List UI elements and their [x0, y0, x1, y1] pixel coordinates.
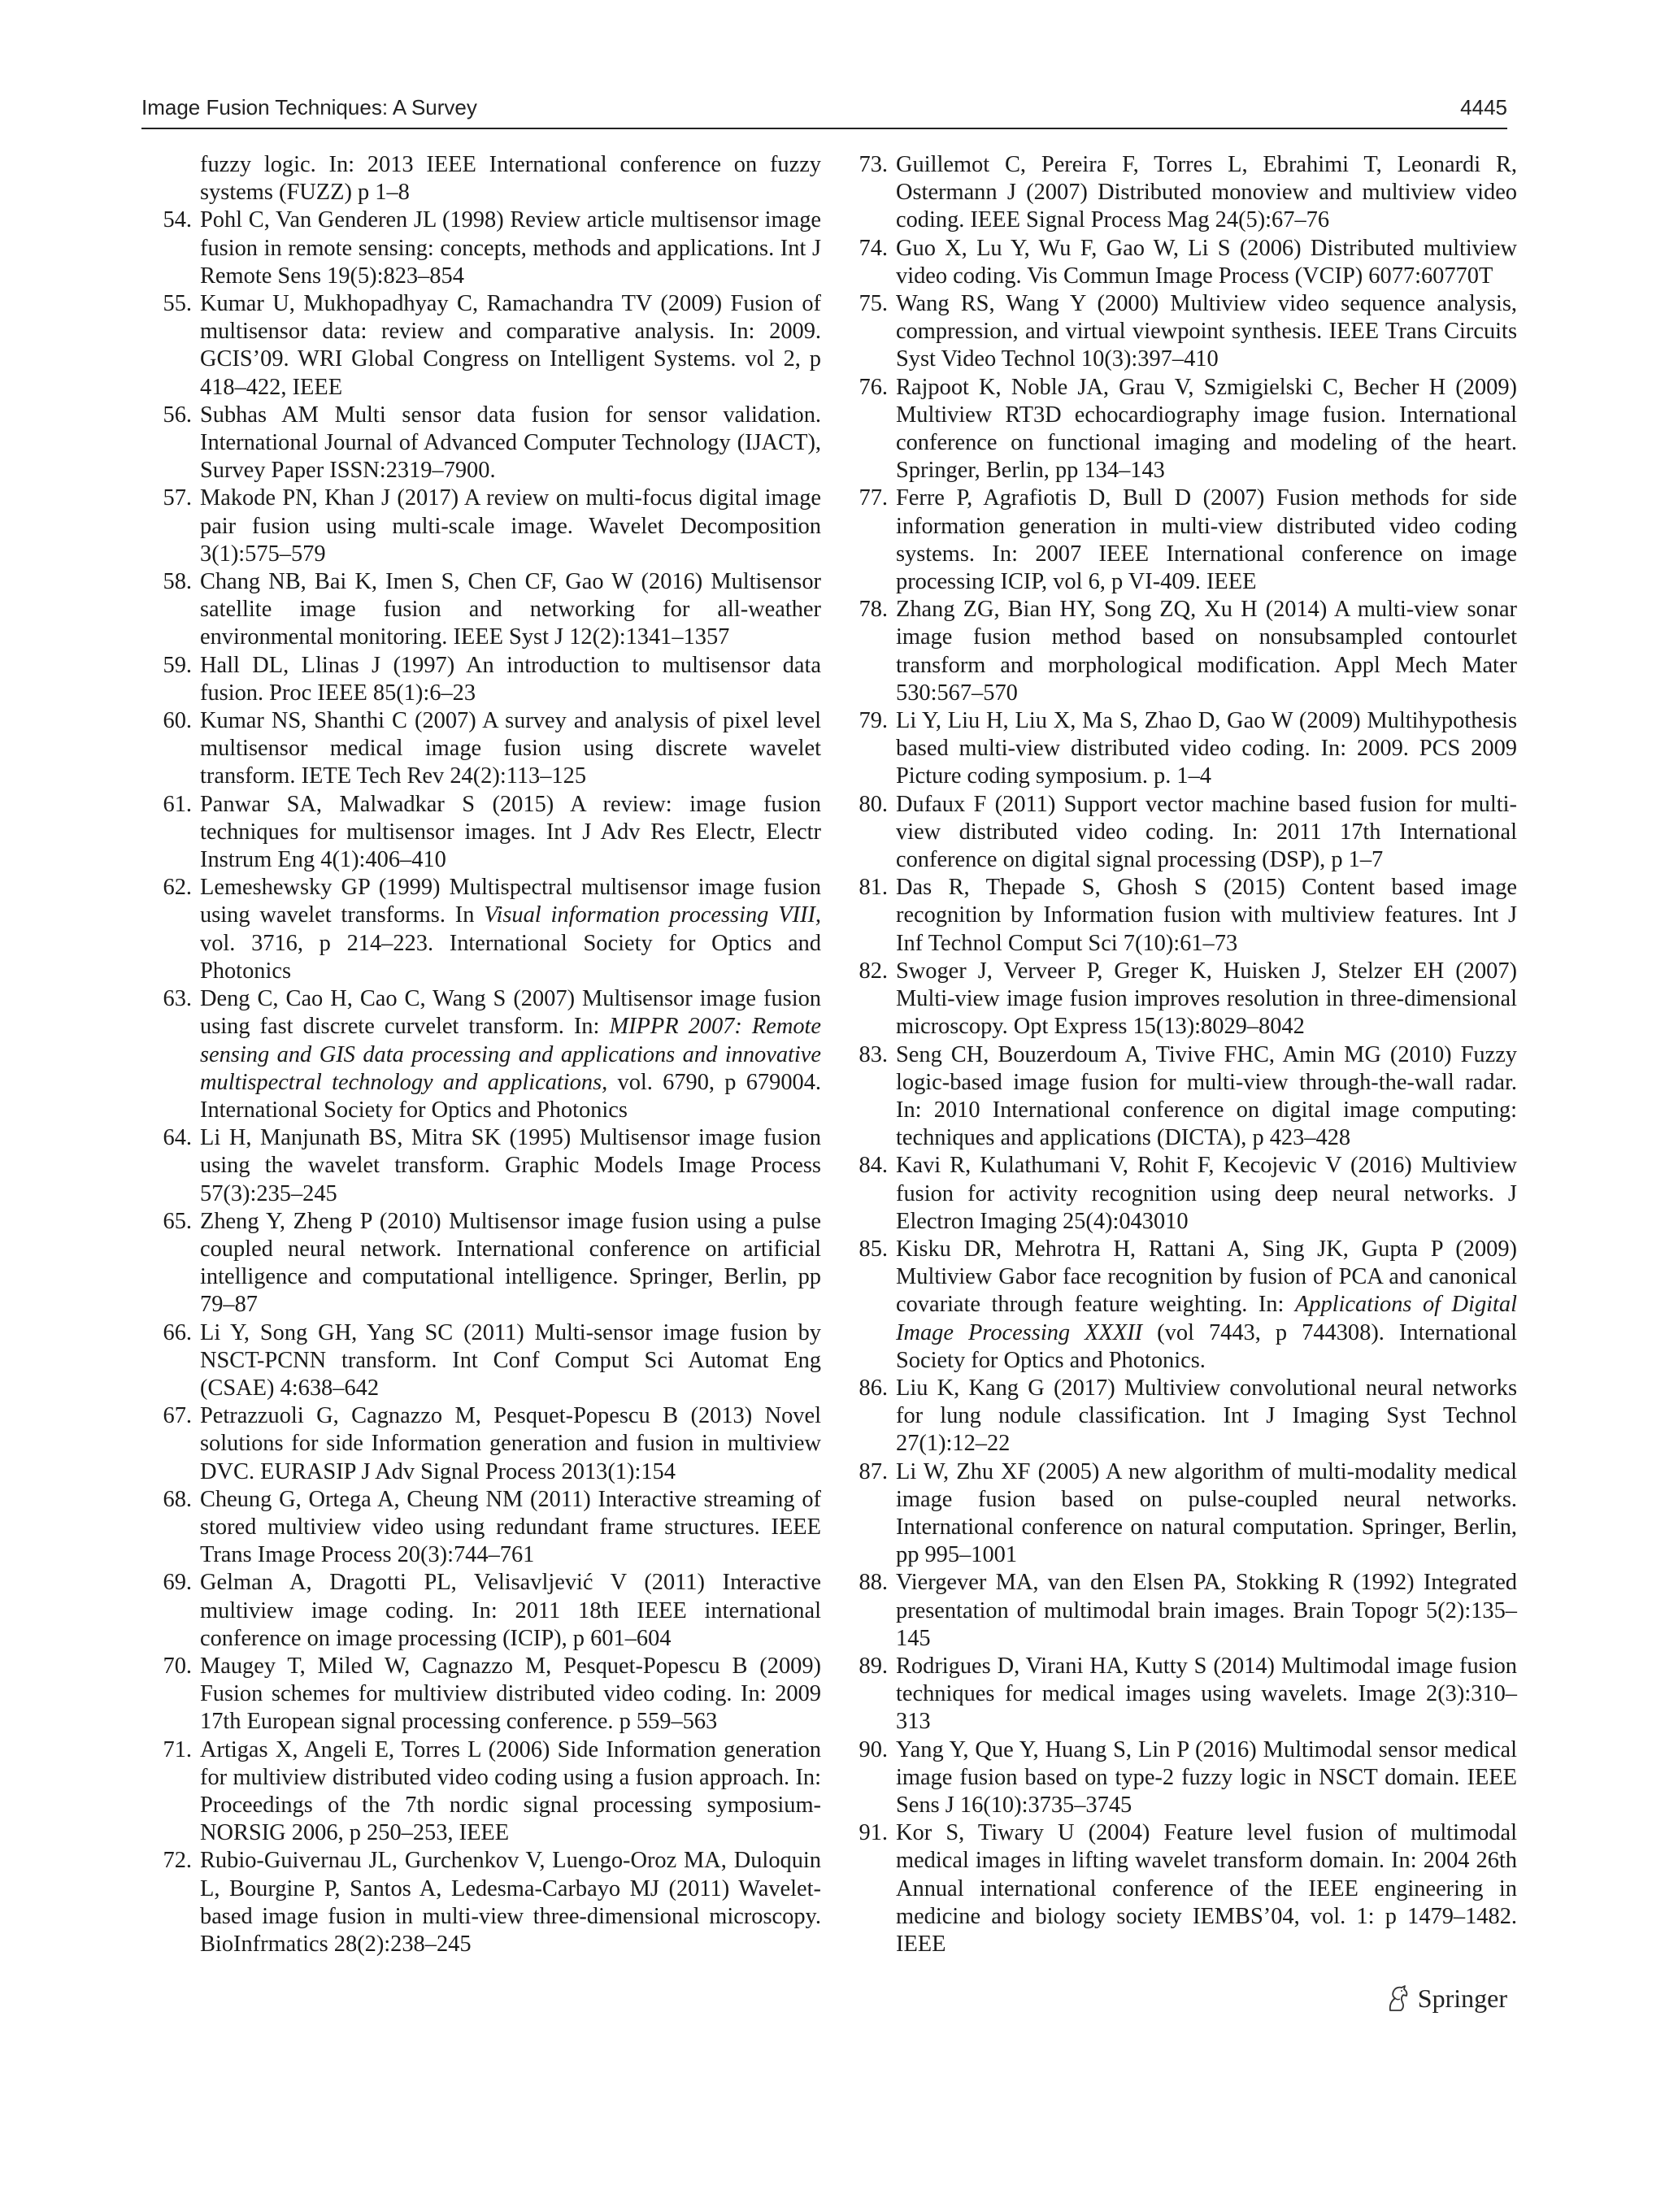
reference-number: 89. [859, 1653, 888, 1679]
reference-number: 64. [163, 1125, 192, 1151]
reference-text: Rajpoot K, Noble JA, Grau V, Szmigielski C, Becher H (2009) Multiview RT3D echocardiography image fusion. International conference on functional imaging and modeling of the heart. Springer, Berlin, pp 134–143 [896, 374, 1517, 484]
reference-text: Li Y, Song GH, Yang SC (2011) Multi-sensor image fusion by NSCT-PCNN transform. Int Conf Comput Sci Automat Eng (CSAE) 4:638–642 [200, 1319, 821, 1401]
reference-source-title: Applications of Digital Image Processing XXXII [896, 1292, 1518, 1345]
reference-text-part: Deng C, Cao H, Cao C, Wang S (2007) Multisensor image fusion using fast discrete curvelet transform. In: [200, 986, 821, 1040]
reference-number: 90. [859, 1736, 888, 1762]
reference-item [163, 1208, 821, 1319]
reference-item [859, 151, 1517, 235]
reference-item [163, 402, 821, 485]
reference-item [163, 985, 821, 1124]
reference-text: Kumar U, Mukhopadhyay C, Ramachandra TV (2009) Fusion of multisensor data: review and comparative analysis. In: 2009. GCIS’09. WRI Global Congress on Intelligent Systems. vol 2, p 418–422, IEEE [200, 291, 821, 400]
reference-item [859, 1819, 1517, 1958]
reference-item [163, 1319, 821, 1403]
header-rule [141, 128, 1507, 129]
reference-item [163, 1736, 821, 1848]
reference-text: Cheung G, Ortega A, Cheung NM (2011) Interactive streaming of stored multiview video using redundant frame structures. IEEE Trans Image Process 20(3):744–761 [200, 1486, 821, 1568]
reference-item [163, 1569, 821, 1653]
reference-text: Chang NB, Bai K, Imen S, Chen CF, Gao W (2016) Multisensor satellite image fusion and networking for all-weather environmental monitoring. IEEE Syst J 12(2):1341–1357 [200, 569, 821, 650]
reference-number: 58. [163, 569, 192, 595]
reference-text: Guo X, Lu Y, Wu F, Gao W, Li S (2006) Distributed multiview video coding. Vis Commun Image Process (VCIP) 6077:60770T [896, 235, 1517, 289]
reference-text-part: vol. 6790, p 679004. International Society for Optics and Photonics [200, 1069, 821, 1123]
reference-item [859, 485, 1517, 596]
reference-item [163, 1402, 821, 1486]
reference-number: 61. [163, 791, 192, 817]
reference-item [859, 1236, 1517, 1375]
page-number: 4445 [1460, 95, 1507, 120]
reference-item [859, 235, 1517, 290]
reference-source-title: Visual information processing VIII, [484, 902, 821, 928]
reference-number: 66. [163, 1319, 192, 1345]
running-head [141, 88, 1507, 120]
reference-item [163, 206, 821, 290]
reference-item [163, 290, 821, 402]
reference-text-part: vol. 3716, p 214–223. International Society for Optics and Photonics [200, 930, 821, 984]
references-left-column [163, 151, 821, 1958]
reference-item [163, 791, 821, 875]
reference-item [859, 374, 1517, 485]
reference-text: Swoger J, Verveer P, Greger K, Huisken J, Stelzer EH (2007) Multi-view image fusion improves resolution in three-dimensional microscopy. Opt Express 15(13):8029–8042 [896, 958, 1517, 1040]
reference-text: Panwar SA, Malwadkar S (2015) A review: image fusion techniques for multisensor images. Int J Adv Res Electr, Electr Instrum Eng 4(1):406–410 [200, 791, 821, 873]
reference-text: Maugey T, Miled W, Cagnazzo M, Pesquet-Popescu B (2009) Fusion schemes for multiview distributed video coding. In: 2009 17th European signal processing conference. p 559–563 [200, 1653, 821, 1735]
reference-number: 69. [163, 1570, 192, 1596]
reference-item [163, 485, 821, 568]
publisher-name: Springer [1417, 1984, 1507, 2013]
reference-text: Dufaux F (2011) Support vector machine based fusion for multi-view distributed video coding. In: 2011 17th International conference on digital signal processing (DSP), p 1–7 [896, 791, 1517, 873]
reference-number: 54. [163, 207, 192, 233]
reference-text: Yang Y, Que Y, Huang S, Lin P (2016) Multimodal sensor medical image fusion based on type-2 fuzzy logic in NSCT domain. IEEE Sens J 16(10):3735–3745 [896, 1736, 1517, 1818]
reference-item [859, 1458, 1517, 1570]
reference-item [163, 707, 821, 791]
reference-number: 62. [163, 875, 192, 901]
reference-number: 86. [859, 1375, 888, 1401]
reference-text [200, 986, 821, 1123]
reference-item [859, 1041, 1517, 1153]
reference-item [163, 652, 821, 707]
reference-number: 63. [163, 986, 192, 1012]
reference-text: Li H, Manjunath BS, Mitra SK (1995) Multisensor image fusion using the wavelet transform. Graphic Models Image Process 57(3):235–245 [200, 1125, 821, 1206]
reference-number: 73. [859, 152, 888, 177]
reference-number: 59. [163, 652, 192, 678]
reference-text: Kor S, Tiwary U (2004) Feature level fusion of multimodal medical images in lifting wavelet transform domain. In: 2004 26th Annual international conference of the IEEE engineering in medicine and biology society IEMBS’04, vol. 1: p 1479–1482. IEEE [896, 1820, 1517, 1957]
reference-item [163, 568, 821, 652]
reference-number: 70. [163, 1653, 192, 1679]
reference-number: 91. [859, 1820, 888, 1846]
reference-text [896, 1236, 1517, 1373]
springer-horse-icon [1385, 1985, 1410, 2013]
reference-item [859, 596, 1517, 707]
reference-text: Zhang ZG, Bian HY, Song ZQ, Xu H (2014) A multi-view sonar image fusion method based on nonsubsampled contourlet transform and morphological modification. Appl Mech Mater 530:567–570 [896, 597, 1517, 706]
reference-item [163, 1653, 821, 1736]
reference-text: Li W, Zhu XF (2005) A new algorithm of multi-modality medical image fusion based on pulse-coupled neural networks. International conference on natural computation. Springer, Berlin, pp 995–1001 [896, 1458, 1517, 1568]
reference-text: Rubio-Guivernau JL, Gurchenkov V, Luengo-Oroz MA, Duloquin L, Bourgine P, Santos A, Ledesma-Carbayo MJ (2011) Wavelet-based image fusion in multi-view three-dimensional microscopy. BioInfrmatics 28(2):238–245 [200, 1848, 821, 1957]
reference-item [163, 1847, 821, 1958]
reference-text: Rodrigues D, Virani HA, Kutty S (2014) Multimodal image fusion techniques for medical images using wavelets. Image 2(3):310–313 [896, 1653, 1517, 1735]
reference-text [200, 875, 821, 984]
reference-item [859, 1152, 1517, 1236]
reference-number: 56. [163, 402, 192, 428]
reference-item [163, 1486, 821, 1570]
reference-text: Subhas AM Multi sensor data fusion for sensor validation. International Journal of Advanced Computer Technology (IJACT), Survey Paper ISSN:2319–7900. [200, 402, 821, 484]
reference-text: Seng CH, Bouzerdoum A, Tivive FHC, Amin MG (2010) Fuzzy logic-based image fusion for multi-view through-the-wall radar. In: 2010 International conference on digital image computing: techniques and applications (DICTA), p 423–428 [896, 1041, 1517, 1151]
reference-item [859, 1569, 1517, 1653]
reference-text: Liu K, Kang G (2017) Multiview convolutional neural networks for lung nodule classification. Int J Imaging Syst Technol 27(1):12–22 [896, 1375, 1517, 1457]
reference-number: 60. [163, 708, 192, 734]
reference-number: 77. [859, 485, 888, 511]
reference-number: 65. [163, 1208, 192, 1234]
reference-text: Guillemot C, Pereira F, Torres L, Ebrahimi T, Leonardi R, Ostermann J (2007) Distributed monoview and multiview video coding. IEEE Signal Process Mag 24(5):67–76 [896, 152, 1517, 233]
reference-text-part: (vol 7443, p 744308). International Society for Optics and Photonics. [896, 1319, 1517, 1373]
reference-text: Pohl C, Van Genderen JL (1998) Review article multisensor image fusion in remote sensing: concepts, methods and applications. Int J Remote Sens 19(5):823–854 [200, 207, 821, 289]
reference-item [859, 1375, 1517, 1458]
reference-source-title: MIPPR 2007: Remote sensing and GIS data processing and applications and innovative multispectral technology and applications, [200, 1014, 822, 1095]
reference-number: 82. [859, 958, 888, 984]
reference-text: Makode PN, Khan J (2017) A review on multi-focus digital image pair fusion using multi-scale image. Wavelet Decomposition 3(1):575–579 [200, 485, 821, 567]
reference-continuation-text: fuzzy logic. In: 2013 IEEE International conference on fuzzy systems (FUZZ) p 1–8 [200, 152, 821, 206]
reference-number: 71. [163, 1736, 192, 1762]
reference-text: Hall DL, Llinas J (1997) An introduction to multisensor data fusion. Proc IEEE 85(1):6–23 [200, 652, 821, 706]
reference-item [859, 290, 1517, 374]
reference-text: Kumar NS, Shanthi C (2007) A survey and analysis of pixel level multisensor medical image fusion using discrete wavelet transform. IETE Tech Rev 24(2):113–125 [200, 708, 821, 789]
reference-number: 85. [859, 1236, 888, 1262]
reference-number: 55. [163, 291, 192, 317]
reference-number: 72. [163, 1848, 192, 1874]
reference-number: 79. [859, 708, 888, 734]
reference-text: Artigas X, Angeli E, Torres L (2006) Side Information generation for multiview distributed video coding using a fusion approach. In: Proceedings of the 7th nordic signal processing symposium-NORSIG 2006, p 250–253, IEEE [200, 1736, 821, 1846]
reference-text: Kavi R, Kulathumani V, Rohit F, Kecojevic V (2016) Multiview fusion for activity recognition using deep neural networks. J Electron Imaging 25(4):043010 [896, 1153, 1517, 1234]
reference-number: 87. [859, 1458, 888, 1484]
reference-number: 80. [859, 791, 888, 817]
reference-text: Petrazzuoli G, Cagnazzo M, Pesquet-Popescu B (2013) Novel solutions for side Information generation and fusion in multiview DVC. EURASIP J Adv Signal Process 2013(1):154 [200, 1403, 821, 1484]
reference-item [859, 1736, 1517, 1820]
reference-item [163, 1124, 821, 1208]
reference-number: 84. [859, 1153, 888, 1179]
references-right-column [859, 151, 1517, 1958]
reference-text-part: Kisku DR, Mehrotra H, Rattani A, Sing JK, Gupta P (2009) Multiview Gabor face recognition by fusion of PCA and canonical covariate through feature weighting. In: [896, 1236, 1517, 1318]
reference-number: 81. [859, 875, 888, 901]
reference-item [163, 874, 821, 985]
publisher-logo [1385, 1984, 1507, 2014]
reference-item [859, 958, 1517, 1041]
reference-item [859, 1653, 1517, 1736]
reference-text: Zheng Y, Zheng P (2010) Multisensor image fusion using a pulse coupled neural network. International conference on artificial intelligence and computational intelligence. Springer, Berlin, pp 79–87 [200, 1208, 821, 1318]
running-title: Image Fusion Techniques: A Survey [141, 95, 477, 120]
reference-number: 78. [859, 597, 888, 623]
reference-text: Ferre P, Agrafiotis D, Bull D (2007) Fusion methods for side information generation in multi-view distributed video coding systems. In: 2007 IEEE International conference on image processing ICIP, vol 6, p VI-409. IEEE [896, 485, 1517, 595]
reference-number: 83. [859, 1041, 888, 1067]
reference-number: 57. [163, 485, 192, 511]
reference-item [859, 791, 1517, 875]
reference-text: Wang RS, Wang Y (2000) Multiview video sequence analysis, compression, and virtual viewpoint synthesis. IEEE Trans Circuits Syst Video Technol 10(3):397–410 [896, 291, 1517, 372]
reference-number: 75. [859, 291, 888, 317]
reference-text: Li Y, Liu H, Liu X, Ma S, Zhao D, Gao W (2009) Multihypothesis based multi-view distributed video coding. In: 2009. PCS 2009 Picture coding symposium. p. 1–4 [896, 708, 1517, 789]
reference-text: Viergever MA, van den Elsen PA, Stokking R (1992) Integrated presentation of multimodal brain images. Brain Topogr 5(2):135–145 [896, 1570, 1517, 1651]
reference-number: 74. [859, 235, 888, 261]
reference-number: 76. [859, 374, 888, 400]
reference-number: 88. [859, 1570, 888, 1596]
reference-item [859, 707, 1517, 791]
reference-text: Das R, Thepade S, Ghosh S (2015) Content based image recognition by Information fusion with multiview features. Int J Inf Technol Comput Sci 7(10):61–73 [896, 875, 1517, 956]
reference-text: Gelman A, Dragotti PL, Velisavljević V (2011) Interactive multiview image coding. In: 2011 18th IEEE international conference on image processing (ICIP), p 601–604 [200, 1570, 821, 1651]
reference-number: 67. [163, 1403, 192, 1429]
reference-number: 68. [163, 1486, 192, 1512]
reference-item [859, 874, 1517, 958]
reference-text-part: Lemeshewsky GP (1999) Multispectral multisensor image fusion using wavelet transforms. In [200, 875, 821, 928]
reference-continuation [163, 151, 821, 206]
